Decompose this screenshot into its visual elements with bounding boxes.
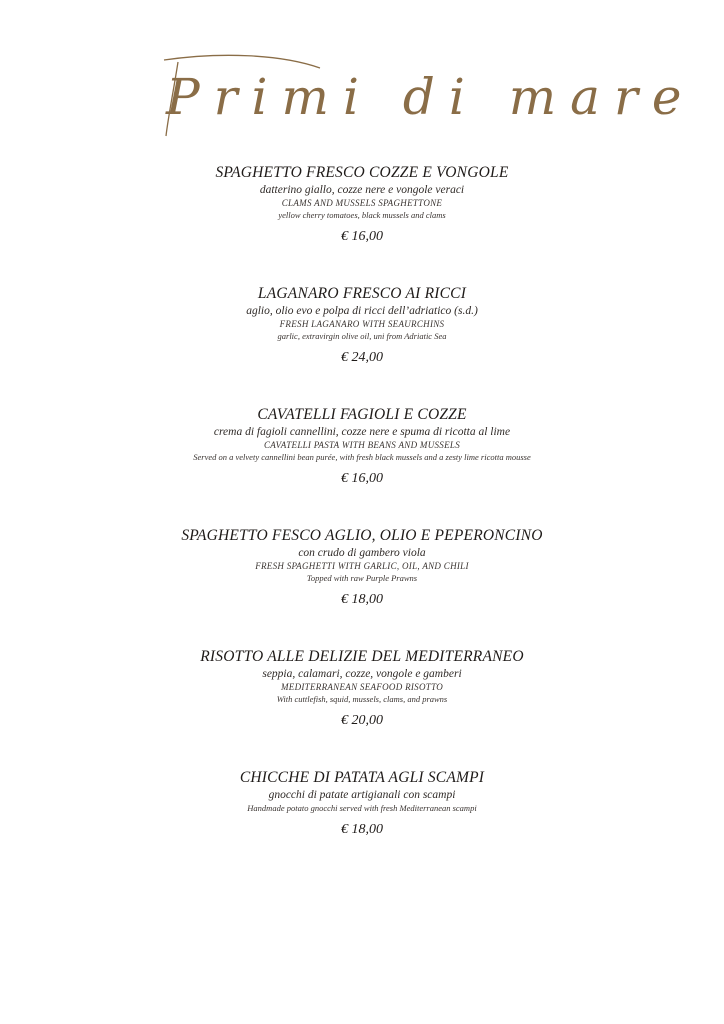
item-description-it: seppia, calamari, cozze, vongole e gamberi bbox=[262, 668, 462, 680]
item-description-en: garlic, extravirgin olive oil, uni from Adriatic Sea bbox=[277, 331, 447, 341]
item-name-en: MEDITERRANEAN SEAFOOD RISOTTO bbox=[280, 682, 444, 692]
menu-item bbox=[0, 768, 724, 839]
item-description-en: Served on a velvety cannellini bean purée, with fresh black mussels and a zesty lime ricotta mousse bbox=[193, 452, 531, 462]
item-name-en: FRESH LAGANARO WITH SEAURCHINS bbox=[279, 319, 445, 329]
item-price: € 16,00 bbox=[341, 471, 383, 486]
item-description-it: crema di fagioli cannellini, cozze nere e spuma di ricotta al lime bbox=[213, 426, 511, 438]
item-description-en: yellow cherry tomatoes, black mussels and clams bbox=[278, 210, 446, 220]
item-description-it: aglio, olio evo e polpa di ricci dell’adriatico (s.d.) bbox=[246, 305, 478, 317]
item-name: CHICCHE DI PATATA AGLI SCAMPI bbox=[239, 769, 485, 786]
title-text: Primi di mare bbox=[166, 68, 696, 126]
page-title bbox=[160, 48, 696, 143]
item-name: SPAGHETTO FRESCO COZZE E VONGOLE bbox=[215, 164, 509, 181]
item-description-en: Handmade potato gnocchi served with fresh Mediterranean scampi bbox=[247, 803, 477, 813]
menu-item bbox=[0, 526, 724, 609]
item-name-en: CLAMS AND MUSSELS SPAGHETTONE bbox=[281, 198, 443, 208]
item-description-en: Topped with raw Purple Prawns bbox=[306, 573, 418, 583]
item-name: LAGANARO FRESCO AI RICCI bbox=[257, 285, 467, 302]
item-name: SPAGHETTO FESCO AGLIO, OLIO E PEPERONCINO bbox=[181, 527, 543, 544]
item-description-it: gnocchi di patate artigianali con scampi bbox=[268, 789, 456, 801]
item-description-it: datterino giallo, cozze nere e vongole veraci bbox=[259, 184, 465, 196]
menu-item bbox=[0, 405, 724, 488]
item-name: CAVATELLI FAGIOLI E COZZE bbox=[257, 406, 467, 423]
item-price: € 24,00 bbox=[341, 350, 383, 365]
menu-item bbox=[0, 163, 724, 246]
item-price: € 16,00 bbox=[341, 229, 383, 244]
menu-item bbox=[0, 284, 724, 367]
item-description-it: con crudo di gambero viola bbox=[298, 547, 426, 559]
item-name-en: CAVATELLI PASTA WITH BEANS AND MUSSELS bbox=[263, 440, 461, 450]
menu-list bbox=[0, 163, 724, 839]
item-price: € 18,00 bbox=[341, 822, 383, 837]
item-description-en: With cuttlefish, squid, mussels, clams, and prawns bbox=[276, 694, 448, 704]
item-name-en: FRESH SPAGHETTI WITH GARLIC, OIL, AND CHILI bbox=[255, 561, 469, 571]
menu-item bbox=[0, 647, 724, 730]
title-script bbox=[160, 48, 696, 143]
item-name: RISOTTO ALLE DELIZIE DEL MEDITERRANEO bbox=[200, 648, 524, 665]
item-price: € 20,00 bbox=[341, 713, 383, 728]
item-price: € 18,00 bbox=[341, 592, 383, 607]
